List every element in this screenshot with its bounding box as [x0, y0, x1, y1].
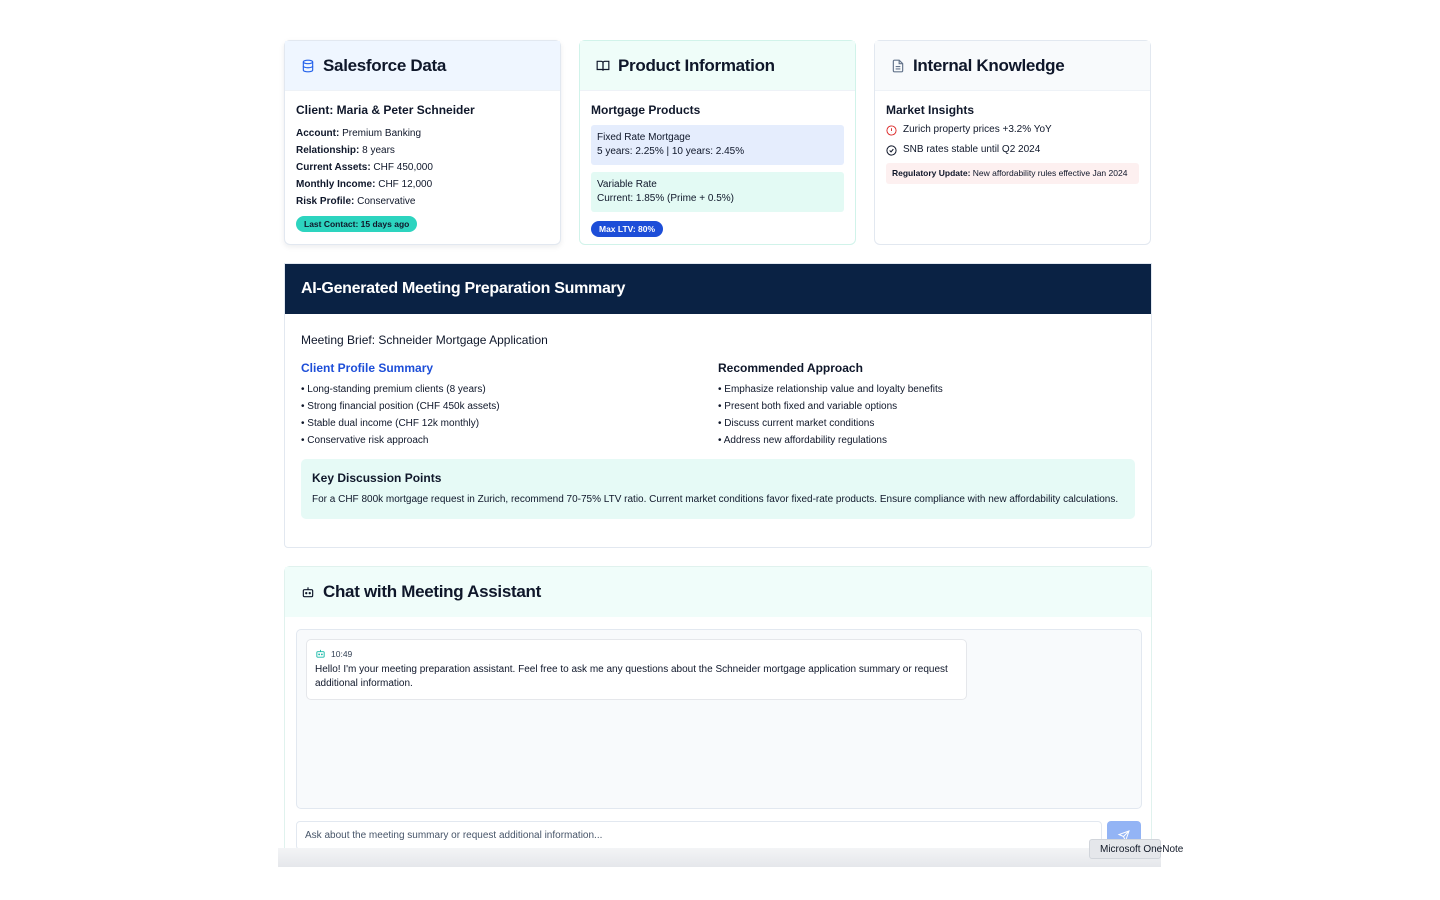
relationship-field: Relationship: 8 years — [296, 145, 395, 156]
income-field: Monthly Income: CHF 12,000 — [296, 179, 433, 190]
client-profile-section — [301, 361, 718, 449]
chat-card-header — [285, 567, 1151, 617]
salesforce-card — [284, 40, 561, 245]
book-open-icon — [596, 59, 610, 73]
alert-circle-icon — [886, 125, 897, 136]
window-bottom-edge — [278, 848, 1161, 867]
message-time: 10:49 — [331, 648, 353, 659]
regulatory-update: Regulatory Update: New affordability rules effective Jan 2024 — [886, 163, 1139, 184]
meeting-brief: Meeting Brief: Schneider Mortgage Application — [301, 333, 548, 347]
key-discussion-heading: Key Discussion Points — [312, 471, 442, 485]
product-detail: 5 years: 2.25% | 10 years: 2.45% — [597, 146, 745, 157]
product-name: Variable Rate — [597, 179, 657, 190]
market-insights-heading: Market Insights — [886, 103, 975, 117]
list-item: • Address new affordability regulations — [718, 435, 887, 446]
account-field: Account: Premium Banking — [296, 128, 422, 139]
database-icon — [301, 59, 315, 73]
last-contact-badge: Last Contact: 15 days ago — [296, 216, 417, 232]
salesforce-title: Salesforce Data — [323, 55, 447, 75]
list-item: • Present both fixed and variable options — [718, 401, 898, 412]
variable-rate-box — [591, 172, 844, 212]
product-card — [579, 40, 856, 245]
fixed-rate-box — [591, 125, 844, 165]
client-name: Client: Maria & Peter Schneider — [296, 103, 475, 117]
check-circle-icon — [886, 145, 897, 156]
summary-header — [285, 264, 1151, 314]
list-item: • Discuss current market conditions — [718, 418, 875, 429]
list-item: • Long-standing premium clients (8 years) — [301, 384, 486, 395]
list-item: • Strong financial position (CHF 450k assets) — [301, 401, 500, 412]
list-item: • Emphasize relationship value and loyalty benefits — [718, 384, 943, 395]
summary-title: AI-Generated Meeting Preparation Summary — [301, 280, 626, 297]
key-discussion-text: For a CHF 800k mortgage request in Zurich, recommend 70-75% LTV ratio. Current market conditions favor fixed-rate products. Ensure compliance with new affordability calculations. — [312, 494, 1119, 505]
product-title: Product Information — [618, 55, 775, 75]
knowledge-card-header — [875, 41, 1150, 91]
insight-item: Zurich property prices +3.2% YoY — [886, 120, 1139, 140]
client-profile-heading: Client Profile Summary — [301, 361, 434, 375]
knowledge-card — [874, 40, 1151, 245]
chat-input[interactable] — [296, 821, 1102, 850]
salesforce-card-header — [285, 41, 560, 91]
recommended-approach-heading: Recommended Approach — [718, 361, 863, 375]
knowledge-title: Internal Knowledge — [913, 55, 1065, 75]
product-card-header — [580, 41, 855, 91]
list-item: • Conservative risk approach — [301, 435, 429, 446]
taskbar-tooltip: Microsoft OneNote — [1089, 839, 1161, 859]
assistant-message — [306, 639, 967, 700]
bot-icon — [301, 585, 315, 599]
assets-field: Current Assets: CHF 450,000 — [296, 162, 433, 173]
bot-icon — [315, 648, 326, 659]
summary-card — [284, 263, 1152, 548]
max-ltv-badge: Max LTV: 80% — [591, 221, 663, 237]
key-discussion-points — [301, 459, 1135, 519]
message-text: Hello! I'm your meeting preparation assistant. Feel free to ask me any questions about the Schneider mortgage application summary or request additional information. — [315, 664, 948, 689]
risk-field: Risk Profile: Conservative — [296, 196, 416, 207]
product-detail: Current: 1.85% (Prime + 0.5%) — [597, 193, 734, 204]
insight-item: SNB rates stable until Q2 2024 — [886, 140, 1139, 160]
chat-card — [284, 566, 1152, 861]
file-text-icon — [891, 59, 905, 73]
recommended-approach-section — [718, 361, 1135, 449]
product-name: Fixed Rate Mortgage — [597, 132, 691, 143]
chat-messages-area[interactable] — [296, 629, 1142, 809]
mortgage-products-heading: Mortgage Products — [591, 103, 701, 117]
chat-title: Chat with Meeting Assistant — [323, 582, 541, 601]
list-item: • Stable dual income (CHF 12k monthly) — [301, 418, 480, 429]
